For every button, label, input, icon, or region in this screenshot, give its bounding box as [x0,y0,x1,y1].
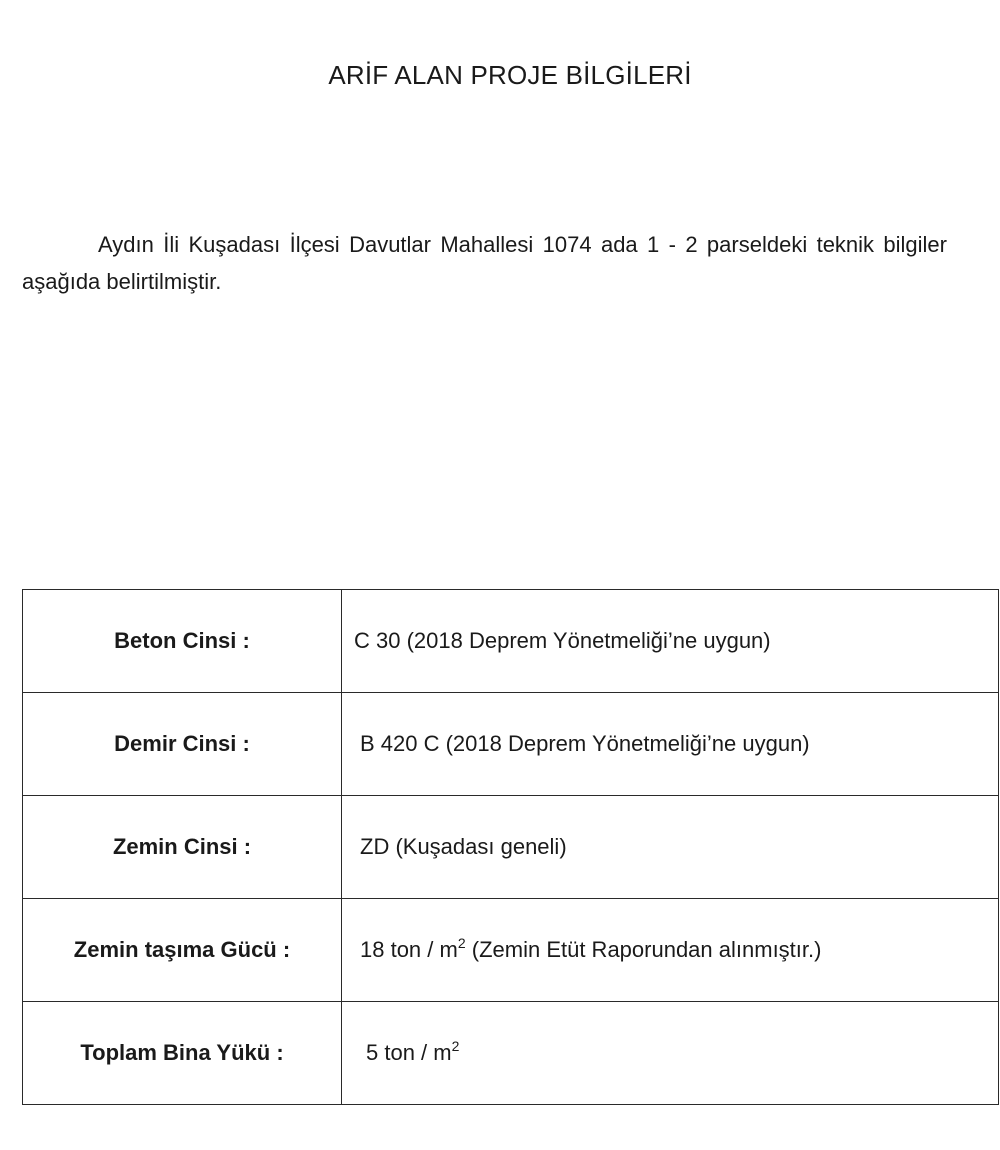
zemin-label: Zemin Cinsi : [23,796,342,899]
table-row-zemin [23,796,999,899]
table-row-demir [23,693,999,796]
document-title: ARİF ALAN PROJE BİLGİLERİ [328,60,692,90]
tasima-value [342,899,999,1002]
table-row-beton [23,590,999,693]
table-row-tasima [23,899,999,1002]
bina-yuku-label: Toplam Bina Yükü : [23,1002,342,1105]
project-specs-table [22,589,999,1105]
intro-paragraph: Aydın İli Kuşadası İlçesi Davutlar Mahallesi 1074 ada 1 - 2 parseldeki teknik bilgiler aşağıda belirtilmiştir. [22,232,947,294]
tasima-value-main: 18 ton / m [360,937,458,962]
bina-yuku-value [342,1002,999,1105]
bina-yuku-value-main: 5 ton / m [366,1040,452,1065]
demir-label: Demir Cinsi : [23,693,342,796]
zemin-value: ZD (Kuşadası geneli) [342,796,999,899]
tasima-label: Zemin taşıma Gücü : [23,899,342,1002]
tasima-unit-exponent: 2 [457,935,466,951]
beton-label: Beton Cinsi : [23,590,342,693]
bina-yuku-unit-exponent: 2 [451,1038,460,1054]
table-row-bina-yuku [23,1002,999,1105]
beton-value: C 30 (2018 Deprem Yönetmeliği’ne uygun) [342,590,999,693]
tasima-value-note: (Zemin Etüt Raporundan alınmıştır.) [465,937,822,962]
demir-value: B 420 C (2018 Deprem Yönetmeliği’ne uygun) [342,693,999,796]
